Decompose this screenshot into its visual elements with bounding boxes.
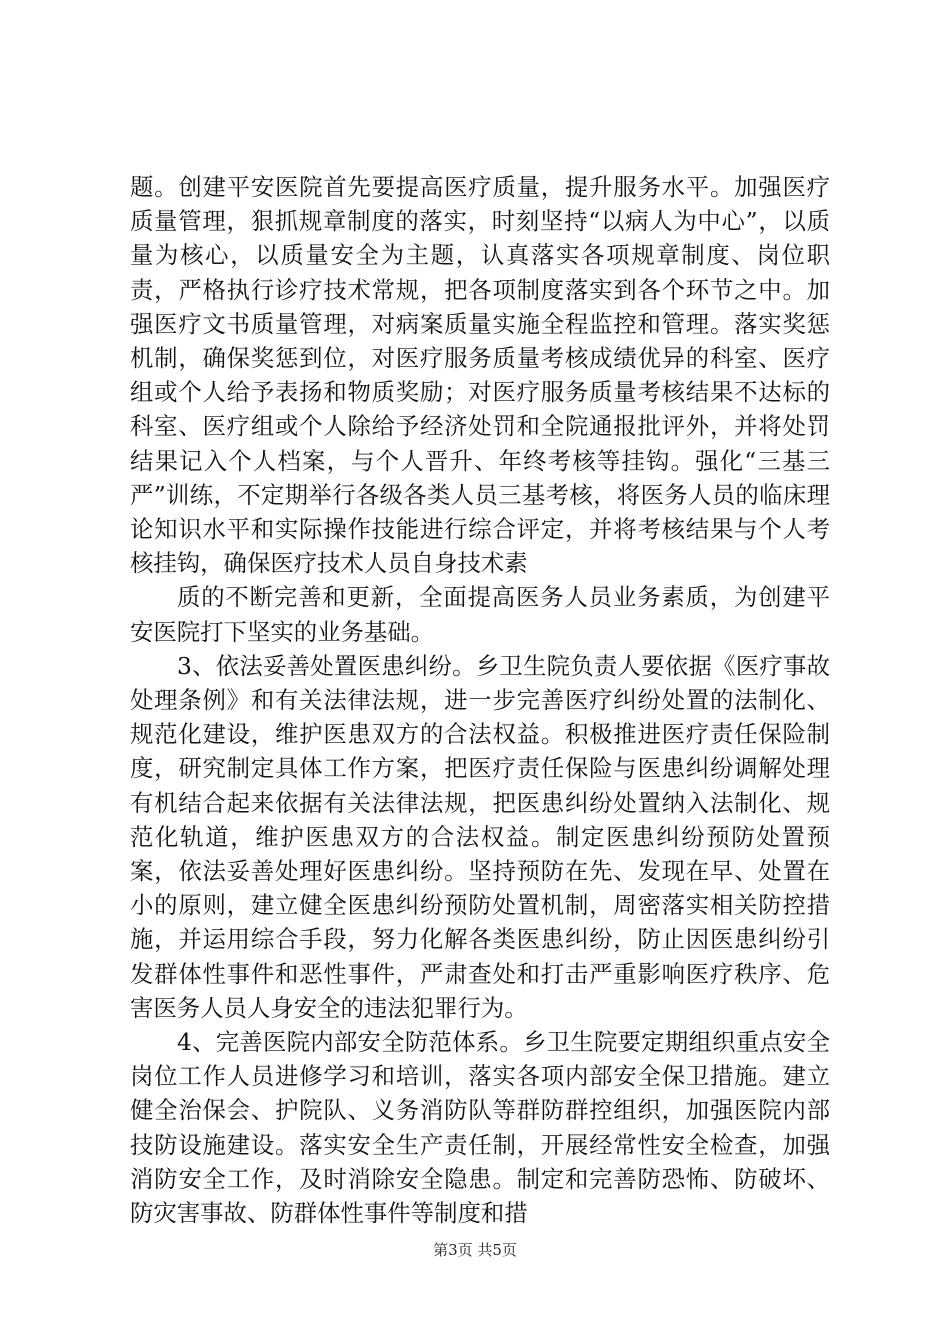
paragraph-quality-management: 题。创建平安医院首先要提高医疗质量，提升服务水平。加强医疗质量管理，狠抓规章制度的落实，时刻坚持“以病人为中心”，以质量为核心，以质量安全为主题，认真落实各项规章制度、岗位职责，严格执行诊疗技术常规，把各项制度落实到各个环节之中。加强医疗文书质量管理，对病案质量实施全程监控和管理。落实奖惩机制，确保奖惩到位，对医疗服务质量考核成绩优异的科室、医疗组或个人给予表扬和物质奖励；对医疗服务质量考核结果不达标的科室、医疗组或个人除给予经济处罚和全院通报批评外，并将处罚结果记入个人档案，与个人晋升、年终考核等挂钩。强化“三基三严”训练，不定期举行各级各类人员三基考核，将医务人员的临床理论知识水平和实际操作技能进行综合评定，并将考核结果与个人考核挂钩，确保医疗技术人员自身技术素: [130, 173, 830, 578]
paragraph-medical-disputes: 3、依法妥善处置医患纠纷。乡卫生院负责人要依据《医疗事故处理条例》和有关法律法规，进一步完善医疗纠纷处置的法制化、规范化建设，维护医患双方的合法权益。积极推进医疗责任保险制度，研究制定具体工作方案，把医疗责任保险与医患纠纷调解处理有机结合起来依据有关法律法规，把医患纠纷处置纳入法制化、规范化轨道，维护医患双方的合法权益。制定医患纠纷预防处置预案，依法妥善处理好医患纠纷。坚持预防在先、发现在早、处置在小的原则，建立健全医患纠纷预防处置机制，周密落实相关防控措施，并运用综合手段，努力化解各类医患纠纷，防止因医患纠纷引发群体性事件和恶性事件，严肃查处和打击严重影响医疗秩序、危害医务人员人身安全的违法犯罪行为。: [130, 651, 830, 1022]
page-footer: 第3页 共5页: [433, 1241, 517, 1259]
paragraph-internal-security: 4、完善医院内部安全防范体系。乡卫生院要定期组织重点安全岗位工作人员进修学习和培训，落实各项内部安全保卫措施。建立健全治保会、护院队、义务消防队等群防群控组织，加强医院内部技防设施建设。落实安全生产责任制，开展经常性安全检查，加强消防安全工作，及时消除安全隐患。制定和完善防恐怖、防破坏、防灾害事故、防群体性事件等制度和措: [130, 1028, 830, 1228]
document-body: [130, 170, 830, 1230]
paragraph-continuation: 质的不断完善和更新，全面提高医务人员业务素质，为创建平安医院打下坚实的业务基础。: [130, 583, 830, 646]
